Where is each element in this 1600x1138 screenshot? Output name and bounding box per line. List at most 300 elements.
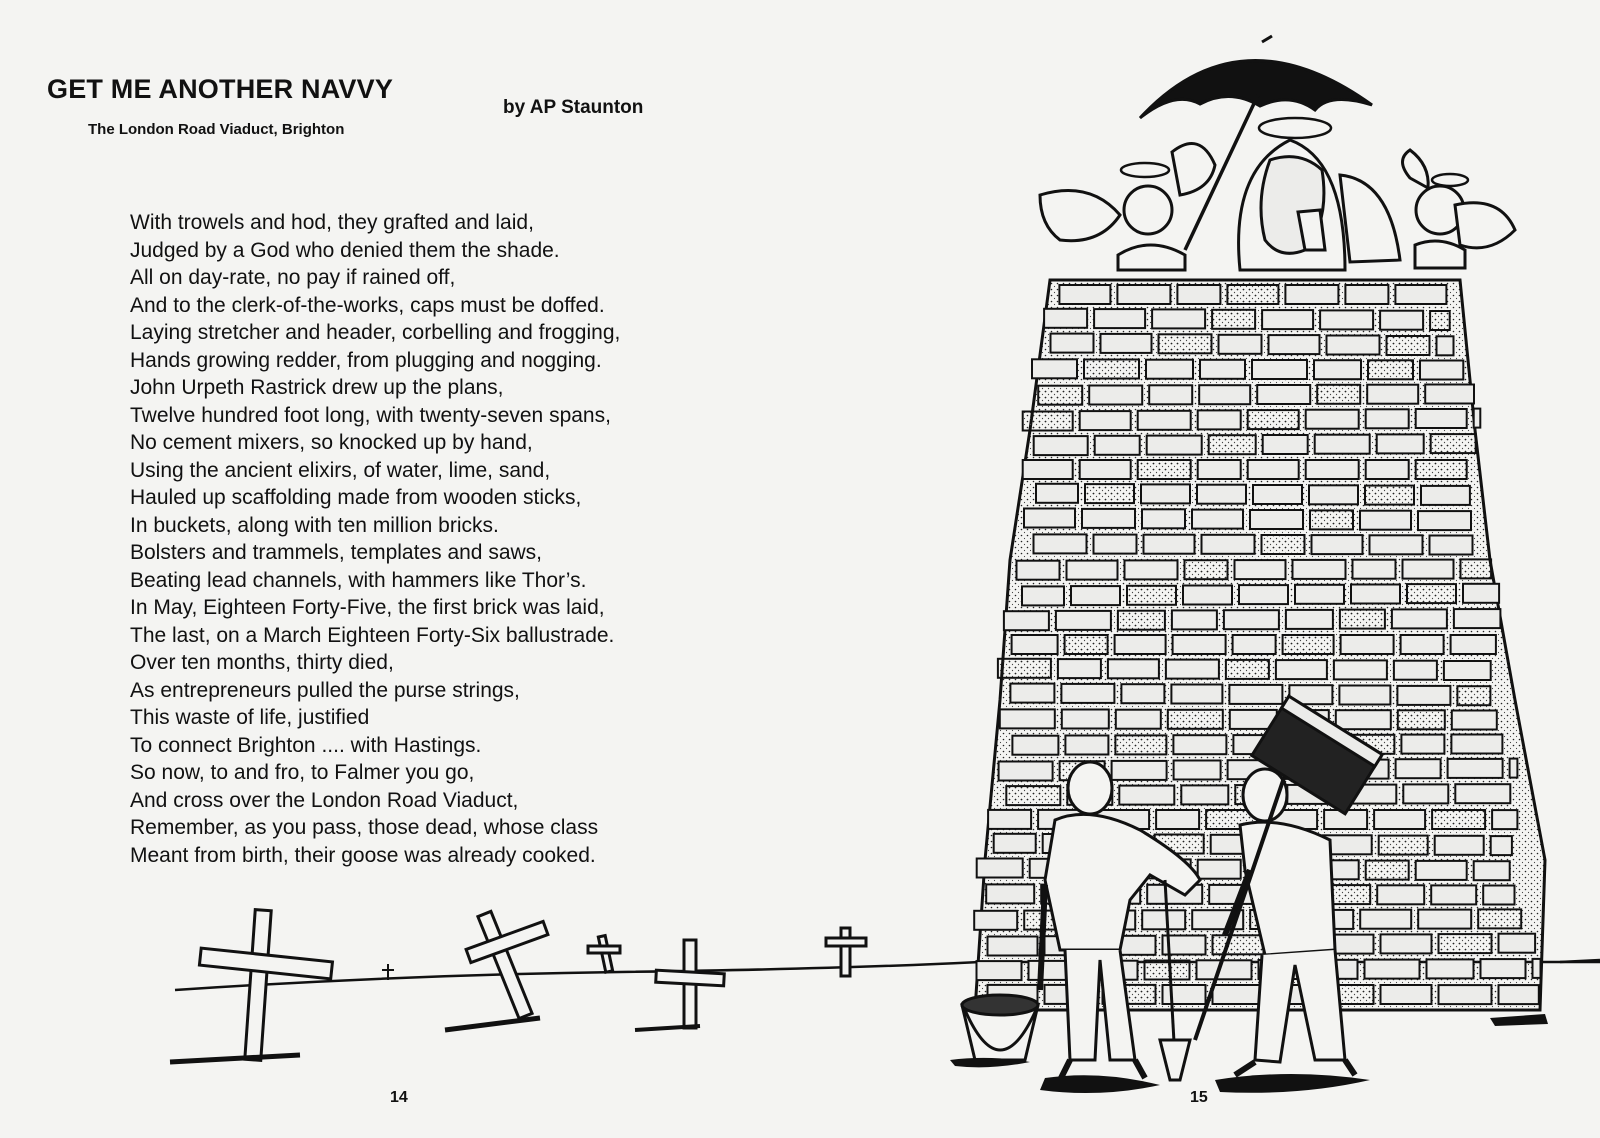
brick [1094,309,1145,328]
brick [1038,810,1089,829]
brick [1211,835,1260,854]
brick [1085,484,1134,503]
navvy-worker-right [1195,696,1382,1075]
brick [1159,334,1212,353]
brick [1121,684,1164,703]
navvy-worker-left [1040,762,1200,1080]
brick [1331,935,1374,954]
poem-title: GET ME ANOTHER NAVVY [47,74,394,104]
brick [1171,685,1222,704]
brick [1192,910,1243,929]
brick [1439,985,1492,1004]
brick [1370,535,1423,554]
brick [1474,409,1481,428]
brick [1252,360,1307,379]
poem-line: Using the ancient elixirs, of water, lime, sand, [130,458,551,482]
poem-line: Meant from birth, their goose was already cooked. [130,843,596,867]
brick [1312,535,1363,554]
umbrella-icon [1140,36,1372,250]
brick [1416,460,1467,479]
page-number-left: 14 [390,1089,408,1106]
grave-cross-far [826,928,866,976]
brick [1437,336,1454,355]
poem-body [130,209,620,869]
brick [1112,761,1167,780]
brick [1381,934,1432,953]
brick [1271,935,1324,954]
brick [1192,510,1243,529]
brick [1142,509,1185,528]
brick [1058,659,1101,678]
brick [1173,735,1226,754]
brick [1499,985,1539,1004]
brick [1492,810,1517,829]
brick [1451,735,1502,754]
brick [1286,610,1333,629]
poem-line: Remember, as you pass, those dead, whose class [130,816,599,839]
brick [1430,536,1473,555]
brick [1239,585,1288,604]
brick [1099,834,1148,853]
brick [1398,710,1445,729]
brick [1230,710,1277,729]
poem-line: Twelve hundred foot long, with twenty-seven spans, [130,403,611,427]
brick [1310,510,1353,529]
brick [1306,410,1359,429]
brick [1431,885,1476,904]
brick [1059,285,1110,304]
brick [1327,336,1380,355]
brick [1045,936,1096,955]
brick [1339,686,1390,705]
brick [1091,961,1138,980]
brick [1377,885,1424,904]
brick [1080,460,1131,479]
brick [1341,735,1394,754]
brick [1144,535,1195,554]
brick [1416,409,1467,428]
brick [1138,859,1191,878]
brick [1067,561,1118,580]
brick [1444,661,1491,680]
ground-shadows [950,1014,1548,1093]
brick [1233,735,1276,754]
brick [1306,860,1359,879]
brick [1228,760,1273,779]
brick [1156,810,1199,829]
brick [1421,486,1470,505]
brick [1267,835,1316,854]
brick [1095,885,1140,904]
brick [1451,635,1496,654]
brick [1285,285,1338,304]
grave-cross-mid [635,940,724,1030]
brick [1174,761,1221,780]
brick [1024,509,1075,528]
brick [1185,560,1228,579]
poem-line: This waste of life, justified [130,706,370,729]
brick [1269,335,1320,354]
brick [1289,685,1332,704]
poem-line: To connect Brighton .... with Hastings. [130,733,482,757]
brick [1138,411,1191,430]
poem-line: As entrepreneurs pulled the purse strings, [130,678,520,702]
poem-line: Hands growing redder, from plugging and nogging. [130,348,602,372]
brick [1197,960,1252,979]
brick [1431,434,1476,453]
brick [1366,861,1409,880]
brick [1219,335,1262,354]
brick [1259,960,1306,979]
brick [1250,510,1303,529]
brick [1032,359,1077,378]
brick [1293,560,1346,579]
brick [1202,535,1255,554]
brick [1257,385,1310,404]
brick [1403,784,1448,803]
brick [1336,710,1391,729]
brick [1125,560,1178,579]
brick [1065,635,1108,654]
brick [994,834,1036,853]
brick [1022,586,1064,605]
brick [1314,360,1361,379]
brick [1108,659,1159,678]
poem-line: Laying stretcher and header, corbelling and frogging, [130,321,621,344]
brick [1024,911,1075,930]
page-number-right: 15 [1190,1089,1208,1106]
brick [1401,735,1444,754]
brick [1380,311,1423,330]
brick [1000,709,1055,728]
brick [1396,759,1441,778]
brick [1351,585,1400,604]
brick [1374,810,1425,829]
brick [1248,460,1299,479]
brick [1004,611,1049,630]
poem-line: Judged by a God who denied them the shade. [130,238,560,262]
tower-outline [975,280,1545,1010]
brick [1119,786,1174,805]
brick [1233,635,1276,654]
brick [1199,385,1250,404]
poem-line: The last, on a March Eighteen Forty-Six ballustrade. [130,623,615,647]
brick [1147,436,1202,455]
brick [1457,686,1490,705]
ground-line [175,960,1600,990]
brick [1034,534,1087,553]
brick [1224,610,1279,629]
brick [1439,934,1492,953]
brick [1096,810,1149,829]
brick [1253,485,1302,504]
brick [1262,310,1313,329]
grave-crosses [170,910,866,1062]
brick [1315,435,1370,454]
brick [1197,485,1246,504]
brick [1023,460,1073,479]
brick [1117,285,1170,304]
brick [1198,460,1241,479]
brick [1045,985,1096,1004]
brick [1155,835,1204,854]
brick [1463,584,1499,603]
brick [1461,559,1492,578]
brick [1366,409,1409,428]
brick [1533,959,1541,978]
brick [1012,736,1058,755]
brick [1455,784,1510,803]
brick [1416,861,1467,880]
brick [1478,909,1521,928]
brick [1263,885,1308,904]
brick [1341,635,1394,654]
brick [1198,410,1241,429]
brick [1340,610,1385,629]
brick [1071,586,1120,605]
brick [1115,735,1166,754]
cherub-right [1403,150,1516,268]
poem-line: With trowels and hod, they grafted and laid, [130,211,534,234]
poem-line: Over ten months, thirty died, [130,651,394,674]
brick [1062,710,1109,729]
brick [1481,959,1526,978]
cherub-left [1040,144,1215,270]
brick [1360,910,1411,929]
poem-line: All on day-rate, no pay if rained off, [130,266,456,289]
brick [1200,360,1245,379]
brick [1395,285,1446,304]
brick-rows [974,285,1540,1004]
brick [1284,710,1329,729]
poem-line: Bolsters and trammels, templates and saws, [130,541,543,564]
poem-line: In buckets, along with ten million bricks. [130,513,499,537]
brick [1094,535,1137,554]
brick [1435,836,1484,855]
brick [1263,435,1308,454]
brick [1103,936,1156,955]
brick [1152,309,1205,328]
brick [1366,460,1409,479]
poem-line: Hauled up scaffolding made from wooden sticks, [130,486,582,509]
brick [1334,660,1387,679]
brick [1379,836,1428,855]
brick [1044,309,1087,328]
brick [1367,385,1418,404]
brick [1306,460,1359,479]
grave-cross-large [170,910,332,1062]
brick [1146,360,1193,379]
brick [1381,985,1432,1004]
brick [1226,660,1269,679]
brick [1089,386,1142,405]
grave-cross-leaning [445,911,548,1030]
brick [1010,684,1054,703]
poem-line: So now, to and fro, to Falmer you go, [130,761,475,784]
poem-subtitle: The London Road Viaduct, Brighton [88,121,345,138]
brick [1331,985,1374,1004]
poem-author: by AP Staunton [503,97,644,118]
brick [1012,635,1058,654]
brick [1430,311,1450,330]
brick [1206,810,1257,829]
god-figure [1239,118,1400,270]
brick [1084,360,1139,379]
brick [1101,334,1152,353]
brick [1198,860,1241,879]
brick [1510,759,1518,778]
brick [1080,859,1131,878]
brick [1213,985,1264,1004]
brick [988,985,1038,1004]
brick [998,659,1051,678]
brick [1043,834,1092,853]
brick [1287,785,1342,804]
brick [1030,859,1073,878]
brick [999,762,1053,781]
poem-line: And to the clerk-of-the-works, caps must be doffed. [130,293,605,317]
brick [1212,310,1255,329]
brick [986,884,1034,903]
brick [1403,560,1454,579]
brick [988,810,1031,829]
brick [1427,959,1474,978]
brick [1418,511,1471,530]
brick [1142,910,1185,929]
brick [1377,434,1424,453]
brick [1353,560,1396,579]
brick [1038,386,1082,405]
brick [988,937,1038,956]
brick [1365,486,1414,505]
poem-line: No cement mixers, so knocked up by hand, [130,431,533,454]
brick [1017,561,1060,580]
brick [1313,960,1358,979]
mortar-bucket [962,995,1038,1060]
brick [1127,586,1176,605]
brick [1309,485,1358,504]
brick [1295,585,1344,604]
brick [1227,285,1278,304]
brick [1392,609,1447,628]
brick [1407,584,1456,603]
brick [1323,835,1372,854]
brick [1177,285,1220,304]
brick [1315,885,1370,904]
brick [1452,711,1497,730]
brick [1095,436,1140,455]
brick [1248,410,1299,429]
brick [1310,910,1353,929]
brick [1041,885,1088,904]
grave-cross-small [588,936,620,973]
brick [1034,436,1088,455]
brick [1342,760,1389,779]
brick [1397,686,1450,705]
brick [1448,759,1503,778]
brick [1209,885,1256,904]
brick [1283,635,1334,654]
brick [1149,385,1192,404]
brick [1141,484,1190,503]
brick [1345,285,1388,304]
brick [1065,736,1108,755]
brick [1145,961,1190,980]
brick [1103,985,1156,1004]
brick [1181,785,1228,804]
brick [1051,334,1094,353]
brick-tower [974,280,1545,1010]
brick [1213,935,1264,954]
brick [1118,611,1165,630]
brick [1183,586,1232,605]
brick [974,911,1017,930]
brick [1080,411,1131,430]
brick [1360,511,1411,530]
brick [1454,609,1501,628]
brick [1387,336,1430,355]
brick [1264,810,1317,829]
brick [1172,610,1217,629]
brick [1056,611,1111,630]
brick [1271,985,1324,1004]
brick [1115,635,1166,654]
brick [1276,660,1327,679]
brick [1138,460,1191,479]
brick [1229,685,1282,704]
brick [1432,810,1485,829]
brick [1168,710,1223,729]
brick [1368,360,1413,379]
brick [1248,860,1299,879]
brick [1420,361,1463,380]
poem-line: And cross over the London Road Viaduct, [130,788,519,812]
brick [1250,910,1303,929]
brick [1491,836,1512,855]
brick [1483,886,1514,905]
brick [1349,785,1396,804]
brick [1425,385,1474,404]
brick [1036,484,1078,503]
brick [1401,635,1444,654]
brick [1283,735,1334,754]
brick [1499,934,1536,953]
brick [1280,760,1335,779]
brick [1324,810,1367,829]
brick [977,961,1022,980]
brick [1262,535,1305,554]
brick [1082,509,1135,528]
brick [1317,385,1360,404]
brick [1006,786,1060,805]
brick [1235,560,1286,579]
brick [1067,786,1112,805]
brick [1060,761,1105,780]
brick [1166,660,1219,679]
brick [977,859,1023,878]
brick [1061,684,1114,703]
brick [1365,960,1420,979]
brick [1023,412,1073,431]
brick [1394,661,1437,680]
poem-line: Beating lead channels, with hammers like Thor’s. [130,568,587,592]
brick [1173,635,1226,654]
brick [1209,435,1256,454]
brick [1163,985,1206,1004]
brick [1418,910,1471,929]
brick [1474,861,1510,880]
poem-line: In May, Eighteen Forty-Five, the first brick was laid, [130,596,605,619]
